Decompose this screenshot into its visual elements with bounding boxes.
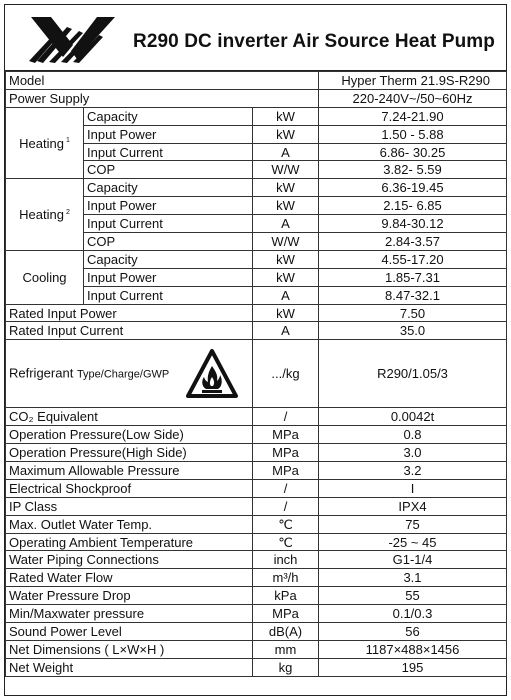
page-title: R290 DC inverter Air Source Heat Pump [133,31,495,52]
row-label: Sound Power Level [6,623,253,641]
row-label: Electrical Shockproof [6,479,253,497]
value-cell: -25 ~ 45 [319,533,507,551]
value-cell: 6.36-19.45 [319,179,507,197]
table-row [6,444,507,462]
unit-cell: kW [253,250,319,268]
rated-input-current-label: Rated Input Current [6,322,253,340]
value-cell: 0.1/0.3 [319,605,507,623]
table-row [6,587,507,605]
value-cell: 3.82- 5.59 [319,161,507,179]
unit-cell: A [253,143,319,161]
value-cell: 6.86- 30.25 [319,143,507,161]
value-cell: G1-1/4 [319,551,507,569]
heating2-group-label: Heating $^2$ [6,179,84,251]
unit-cell: A [253,215,319,233]
table-row [6,426,507,444]
table-row [6,340,507,408]
param-label: COP [84,233,253,251]
value-cell: 2.15- 6.85 [319,197,507,215]
value-cell: R290/1.05/3 [319,340,507,408]
row-label: Water Pressure Drop [6,587,253,605]
row-label: Rated Water Flow [6,569,253,587]
row-label: IP Class [6,497,253,515]
param-label: Input Current [84,286,253,304]
param-label: Input Power [84,268,253,286]
unit-cell: m³/h [253,569,319,587]
row-label: Min/Maxwater pressure [6,605,253,623]
model-label: Model [6,72,319,90]
value-cell: 7.24-21.90 [319,107,507,125]
unit-cell: A [253,322,319,340]
unit-cell: kW [253,107,319,125]
table-row [6,515,507,533]
table-row [6,533,507,551]
unit-cell: kPa [253,587,319,605]
flammable-warning-icon [185,348,239,400]
table-row [6,304,507,322]
table-row [6,605,507,623]
table-row [6,250,507,268]
param-label: Input Current [84,215,253,233]
unit-cell: kW [253,125,319,143]
unit-cell: kg [253,658,319,676]
power-supply-label: Power Supply [6,89,319,107]
row-label: Net Dimensions ( L×W×H ) [6,640,253,658]
param-label: Input Power [84,197,253,215]
table-row [6,179,507,197]
unit-cell: kW [253,304,319,322]
heating1-group-label: Heating $^1$ [6,107,84,179]
value-cell: 3.1 [319,569,507,587]
cooling-group-label: Cooling [6,250,84,304]
unit-cell: ℃ [253,515,319,533]
power-supply-value: 220-240V~/50~60Hz [319,89,507,107]
table-row [6,497,507,515]
unit-cell: ℃ [253,533,319,551]
param-label: Input Power [84,125,253,143]
row-label: Maximum Allowable Pressure [6,462,253,480]
param-label: Input Current [84,143,253,161]
table-row [6,479,507,497]
row-label: Operating Ambient Temperature [6,533,253,551]
table-row [6,551,507,569]
unit-cell: MPa [253,462,319,480]
value-cell: 55 [319,587,507,605]
unit-cell: / [253,479,319,497]
value-cell: 1.85-7.31 [319,268,507,286]
table-row [6,322,507,340]
table-row [6,89,507,107]
value-cell: 195 [319,658,507,676]
unit-cell: dB(A) [253,623,319,641]
value-cell: 75 [319,515,507,533]
unit-cell: inch [253,551,319,569]
unit-cell: MPa [253,426,319,444]
unit-cell: MPa [253,444,319,462]
unit-cell: / [253,408,319,426]
value-cell: 56 [319,623,507,641]
table-row [6,658,507,676]
table-row [6,408,507,426]
model-value: Hyper Therm 21.9S-R290 [319,72,507,90]
spec-table [5,71,507,677]
value-cell: 1187×488×1456 [319,640,507,658]
value-cell: 4.55-17.20 [319,250,507,268]
value-cell: 3.0 [319,444,507,462]
row-label: Max. Outlet Water Temp. [6,515,253,533]
unit-cell: W/W [253,233,319,251]
value-cell: 0.8 [319,426,507,444]
row-label: Operation Pressure(High Side) [6,444,253,462]
value-cell: 7.50 [319,304,507,322]
param-label: Capacity [84,179,253,197]
rated-input-power-label: Rated Input Power [6,304,253,322]
value-cell: 35.0 [319,322,507,340]
table-row [6,569,507,587]
unit-cell: .../kg [253,340,319,408]
unit-cell: W/W [253,161,319,179]
unit-cell: / [253,497,319,515]
value-cell: 8.47-32.1 [319,286,507,304]
row-label: Water Piping Connections [6,551,253,569]
value-cell: 1.50 - 5.88 [319,125,507,143]
value-cell: I [319,479,507,497]
table-row [6,462,507,480]
table-row [6,72,507,90]
header [5,5,506,71]
param-label: Capacity [84,107,253,125]
unit-cell: kW [253,197,319,215]
unit-cell: mm [253,640,319,658]
param-label: Capacity [84,250,253,268]
unit-cell: kW [253,268,319,286]
value-cell: 9.84-30.12 [319,215,507,233]
value-cell: 0.0042t [319,408,507,426]
table-row [6,640,507,658]
row-label: Net Weight [6,658,253,676]
value-cell: IPX4 [319,497,507,515]
unit-cell: kW [253,179,319,197]
row-label: Operation Pressure(Low Side) [6,426,253,444]
brand-logo [27,15,117,63]
param-label: COP [84,161,253,179]
value-cell: 3.2 [319,462,507,480]
table-row [6,623,507,641]
unit-cell: A [253,286,319,304]
unit-cell: MPa [253,605,319,623]
value-cell: 2.84-3.57 [319,233,507,251]
row-label: CO₂ Equivalent [6,408,253,426]
spec-sheet [4,4,507,696]
refrigerant-label: Refrigerant Type/Charge/GWP [6,340,253,408]
table-row [6,107,507,125]
